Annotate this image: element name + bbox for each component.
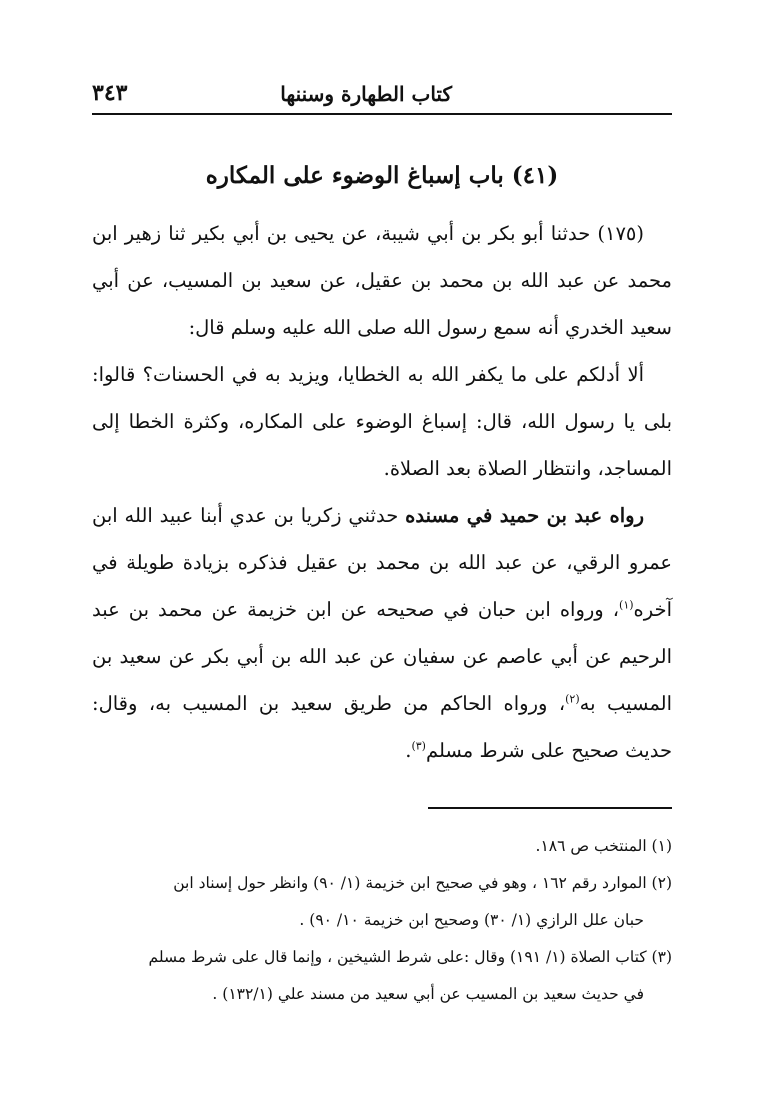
hadith-matn: ألا أدلكم على ما يكفر الله به الخطايا، ويزيد به في الحسنات؟ قالوا: بلى يا رسول الله، قال: إسباغ الوضوء على المكاره، وكثرة الخطا إلى المساجد، وانتظار الصلاة بعد الصلاة. [92, 363, 672, 480]
footnote-separator [428, 807, 672, 809]
footnote-3-continuation: في حديث سعيد بن المسيب عن أبي سعيد من مسند علي (١٣٢/١) . [212, 985, 644, 1003]
takhrij-part-2: ، ورواه ابن حبان في صحيحه عن ابن خزيمة عن محمد بن عبد الرحيم عن أبي عاصم عن سفيان عن عبد الله بن أبي بكر عن سعيد بن المسيب به [92, 598, 672, 715]
running-title: كتاب الطهارة وسننها [280, 82, 452, 106]
footnote-2-continuation: حبان علل الرازي (١/ ٣٠) وصحيح ابن خزيمة ١٠/ ٩٠) . [299, 911, 644, 929]
footnotes [92, 828, 672, 1013]
footnote-ref-1[interactable]: (١) [619, 598, 634, 612]
footnote-ref-2[interactable]: (٢) [565, 692, 580, 706]
main-text [92, 210, 672, 774]
takhrij-part-3: ، ورواه الحاكم من طريق سعيد بن المسيب به، وقال: حديث صحيح على شرط مسلم [92, 692, 672, 762]
takhrij-end: . [405, 739, 412, 762]
takhrij-lead: رواه عبد بن حميد في مسنده [405, 504, 644, 527]
footnote-2: (٢) الموارد رقم ١٦٢ ، وهو في صحيح ابن خزيمة (١/ ٩٠) وانظر حول إسناد ابن [173, 874, 672, 892]
takhrij-part-1: حدثني زكريا بن عدي أبنا عبيد الله ابن عمرو الرقي، عن عبد الله بن محمد بن عقيل فذكره بزيادة طويلة في آخره [92, 504, 672, 621]
hadith-takhrij [92, 492, 672, 774]
footnote-3: (٣) كتاب الصلاة (١/ ١٩١) وقال :على شرط الشيخين ، وإنما قال على شرط مسلم [148, 948, 672, 966]
footnote-1: (١) المنتخب ص ١٨٦. [535, 837, 672, 855]
hadith-isnad: (١٧٥) حدثنا أبو بكر بن أبي شيبة، عن يحيى بن أبي بكير ثنا زهير ابن محمد عن عبد الله بن محمد بن عقيل، عن سعيد بن المسيب، عن أبي سعيد الخدري أنه سمع رسول الله صلى الله عليه وسلم قال: [92, 222, 672, 339]
page-number: ٣٤٣ [92, 80, 128, 106]
footnote-ref-3[interactable]: (٣) [411, 739, 426, 753]
chapter-heading: (٤١) باب إسباغ الوضوء على المكاره [205, 162, 559, 189]
page-header [92, 82, 672, 112]
header-rule [92, 113, 672, 115]
